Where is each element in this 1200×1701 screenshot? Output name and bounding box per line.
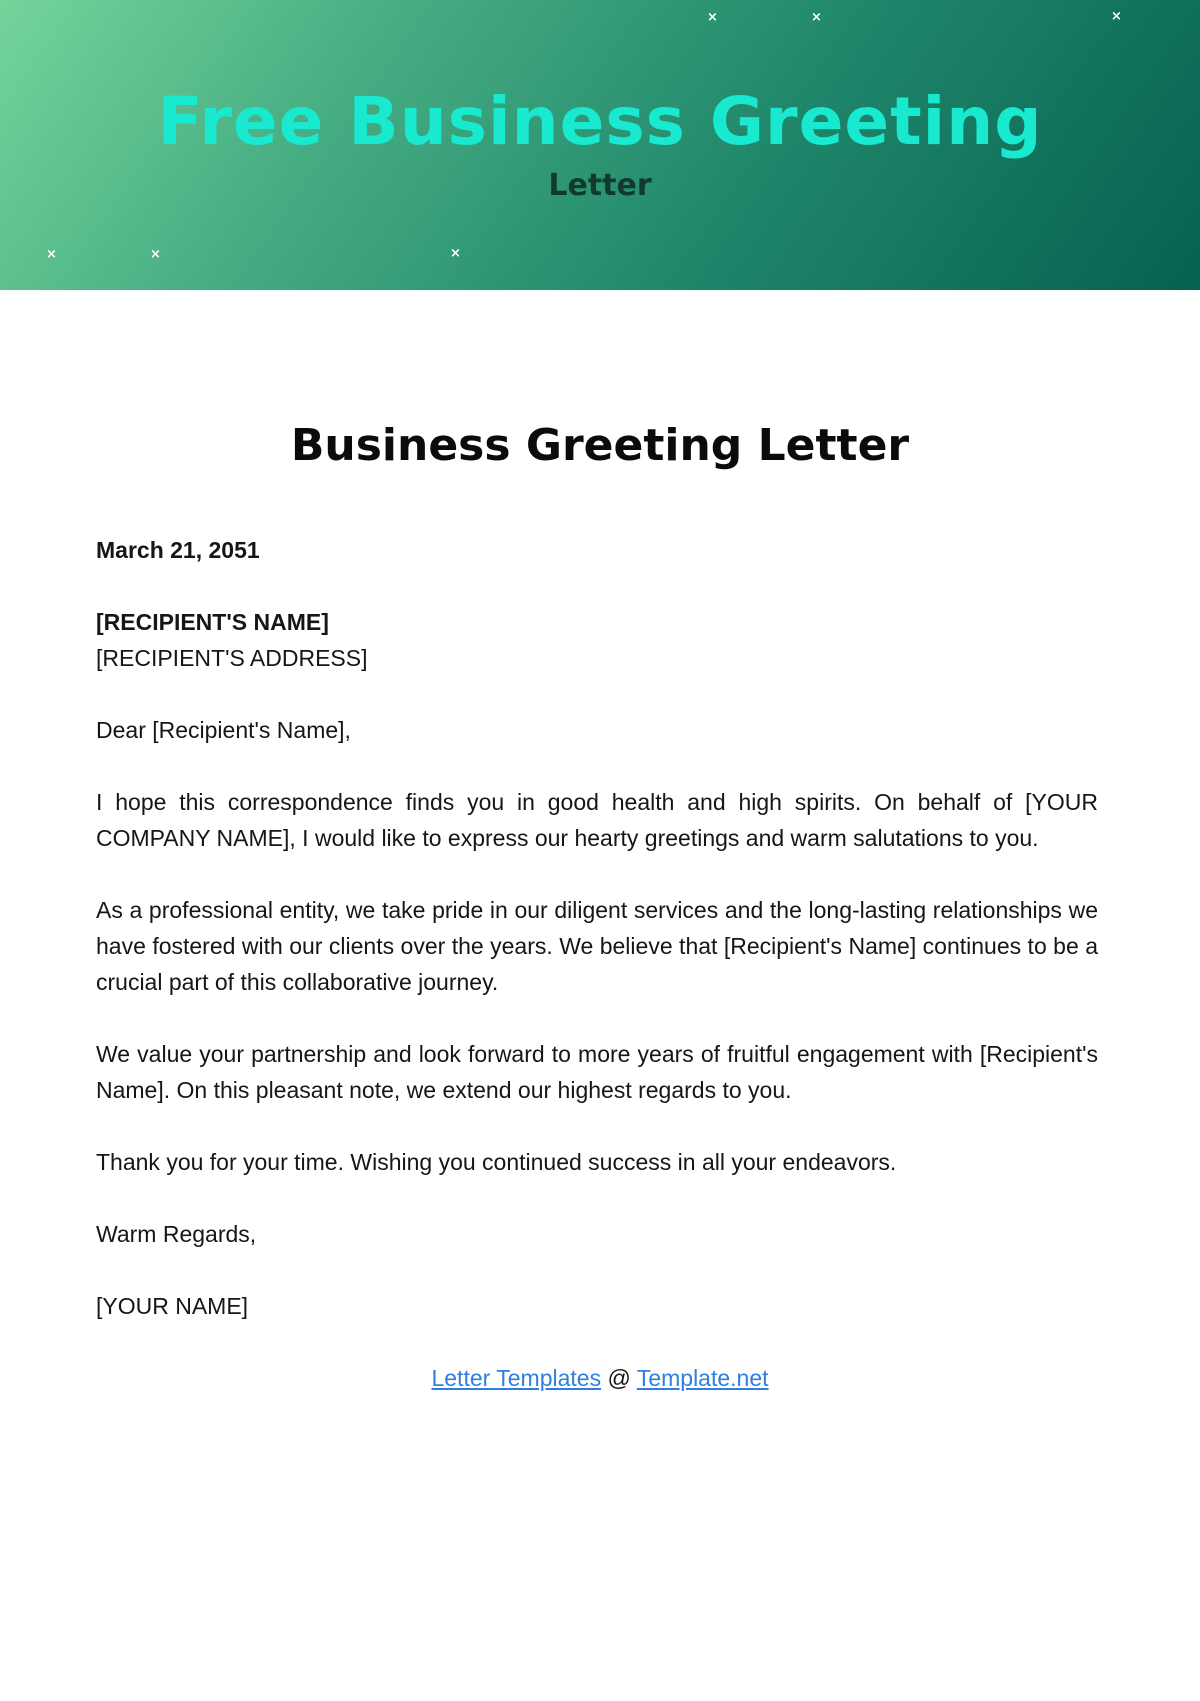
letter-date: March 21, 2051 <box>96 537 260 563</box>
closing: Warm Regards, <box>96 1221 257 1247</box>
template-net-link[interactable]: Template.net <box>636 1365 769 1391</box>
recipient-address: [RECIPIENT'S ADDRESS] <box>96 645 368 671</box>
sparkle-icon: × <box>1111 9 1122 24</box>
paragraph-thanks: Thank you for your time. Wishing you continued success in all your endeavors. <box>96 1149 897 1175</box>
banner-subtitle: Letter <box>548 168 652 203</box>
sparkle-icon: × <box>46 247 57 262</box>
sparkle-icon: × <box>811 10 822 25</box>
signature: [YOUR NAME] <box>96 1293 249 1319</box>
sparkle-icon: × <box>450 246 461 261</box>
paragraph-partnership: We value your partnership and look forward to more years of fruitful engagement with [Recipient's Name]. On this pleasant note, we extend our highest regards to you. <box>96 1041 1098 1103</box>
letter-body <box>96 532 1098 1324</box>
document-title: Business Greeting Letter <box>290 420 910 471</box>
banner-title: Free Business Greeting <box>157 83 1043 160</box>
recipient-name: [RECIPIENT'S NAME] <box>96 609 329 635</box>
paragraph-relationship: As a professional entity, we take pride in our diligent services and the long-lasting relationships we have fostered with our clients over the years. We believe that [Recipient's Name] continues to be a crucial part of this collaborative journey. <box>96 897 1098 995</box>
sparkle-icon: × <box>150 247 161 262</box>
footer-credit <box>0 1360 1200 1396</box>
sparkle-icon: × <box>707 10 718 25</box>
letter-templates-link[interactable]: Letter Templates <box>431 1365 602 1391</box>
footer-separator: @ <box>607 1365 631 1391</box>
header-banner <box>0 0 1200 290</box>
salutation: Dear [Recipient's Name], <box>96 717 351 743</box>
paragraph-intro: I hope this correspondence finds you in good health and high spirits. On behalf of [YOUR COMPANY NAME], I would like to express our hearty greetings and warm salutations to you. <box>96 789 1098 851</box>
